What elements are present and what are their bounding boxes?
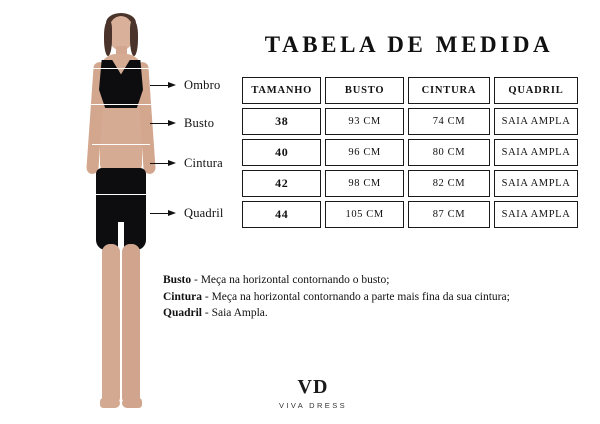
callout-label-quadril: Quadril (184, 206, 224, 220)
measure-line-busto (88, 104, 154, 105)
page-title: TABELA DE MEDIDA (264, 32, 554, 57)
cell-quadril: SAIA AMPLA (494, 108, 578, 135)
model-foot-right (122, 398, 142, 408)
cell-busto: 96 CM (325, 139, 403, 166)
callout-quadril (150, 206, 224, 221)
cell-tamanho: 40 (242, 139, 321, 166)
brand-logo (268, 376, 358, 410)
callout-label-ombro: Ombro (184, 78, 221, 92)
measure-line-ombro (86, 68, 156, 69)
arrow-right-icon (150, 210, 178, 218)
model-hair-right (130, 22, 138, 56)
cell-cintura: 82 CM (408, 170, 490, 197)
logo-name: VIVA DRESS (278, 401, 348, 410)
table-header-busto: BUSTO (325, 77, 403, 104)
note-quadril (163, 305, 583, 322)
note-term-quadril: Quadril (163, 307, 202, 319)
arrow-right-icon (150, 82, 178, 90)
table-header-row (242, 77, 578, 104)
callout-label-busto: Busto (184, 116, 215, 130)
cell-tamanho: 44 (242, 201, 321, 228)
cell-quadril: SAIA AMPLA (494, 170, 578, 197)
note-term-cintura: Cintura (163, 290, 202, 303)
size-table (238, 73, 582, 232)
arrow-right-icon (150, 120, 178, 128)
note-term-busto: Busto (163, 274, 192, 286)
callout-label-cintura: Cintura (184, 156, 223, 170)
measurement-notes (163, 272, 583, 322)
cell-cintura: 80 CM (408, 139, 490, 166)
table-header-tamanho: TAMANHO (242, 77, 321, 104)
cell-cintura: 74 CM (408, 108, 490, 135)
cell-tamanho: 42 (242, 170, 321, 197)
logo-monogram: VD (297, 376, 329, 398)
model-foot-left (100, 398, 120, 408)
note-cintura (163, 289, 583, 306)
callout-busto (150, 116, 214, 131)
cell-busto: 93 CM (325, 108, 403, 135)
model-leg-left (102, 244, 120, 402)
callout-ombro (150, 78, 220, 93)
note-text-cintura: - Meça na horizontal contornando a parte mais fina da sua cintura; (201, 290, 510, 303)
note-text-busto: - Meça na horizontal contornando o busto; (191, 274, 390, 286)
cell-busto: 105 CM (325, 201, 403, 228)
measure-line-quadril (88, 194, 154, 195)
cell-tamanho: 38 (242, 108, 321, 135)
cell-busto: 98 CM (325, 170, 403, 197)
arrow-right-icon (150, 160, 178, 168)
table-row (242, 139, 578, 166)
cell-quadril: SAIA AMPLA (494, 139, 578, 166)
table-row (242, 108, 578, 135)
cell-quadril: SAIA AMPLA (494, 201, 578, 228)
note-text-quadril: - Saia Ampla. (201, 307, 268, 319)
cell-cintura: 87 CM (408, 201, 490, 228)
callout-cintura (150, 156, 223, 171)
table-header-quadril: QUADRIL (494, 77, 578, 104)
model-hair-left (104, 22, 112, 56)
model-leg-right (122, 244, 140, 402)
table-header-cintura: CINTURA (408, 77, 490, 104)
table-row (242, 170, 578, 197)
table-row (242, 201, 578, 228)
measure-line-cintura (92, 144, 150, 145)
note-busto (163, 272, 583, 289)
